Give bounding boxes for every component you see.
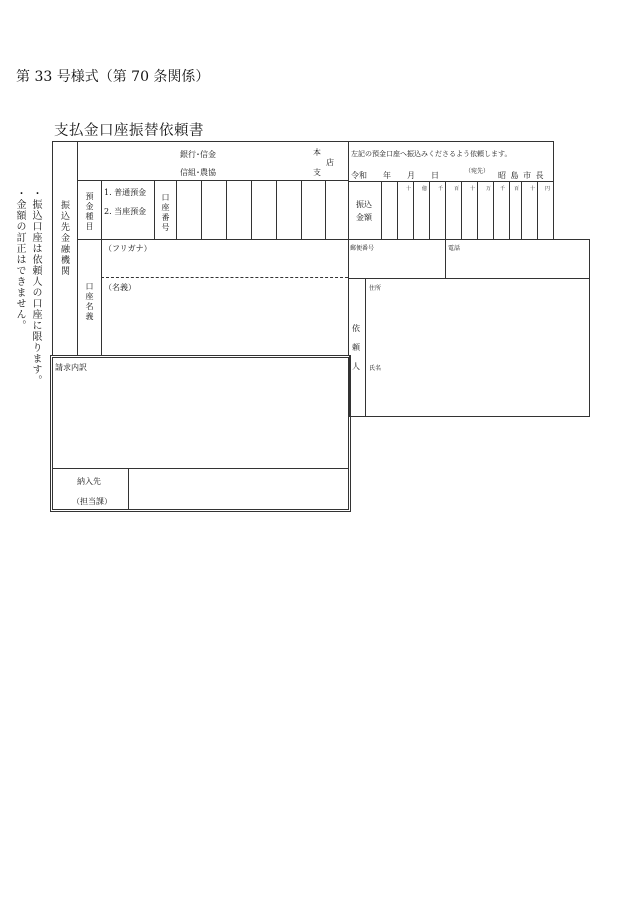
rule xyxy=(77,239,348,240)
rule xyxy=(349,416,590,417)
amount-digit-divider xyxy=(493,181,494,240)
rule xyxy=(154,180,155,239)
amount-unit: 万 xyxy=(486,186,492,192)
amount-digit-divider xyxy=(461,181,462,240)
postal-label: 郵便番号 xyxy=(350,245,375,252)
amount-digit-divider xyxy=(509,181,510,240)
amount-unit: 百 xyxy=(454,186,460,192)
phone-label: 電話 xyxy=(448,245,461,252)
date-month: 月 xyxy=(407,171,415,180)
furigana-label: （フリガナ） xyxy=(104,244,152,253)
rule xyxy=(50,511,350,512)
amount-unit: 百 xyxy=(514,186,520,192)
account-number-label: 口座番号 xyxy=(161,193,170,233)
amount-label-1: 振込 xyxy=(356,200,372,209)
rule xyxy=(348,141,349,356)
bank-types-bottom: 信組･農協 xyxy=(180,168,216,177)
request-text: 左記の預金口座へ振込みくださるよう依頼します。 xyxy=(351,150,512,158)
amount-label-2: 金額 xyxy=(356,213,372,222)
date-era: 令和 xyxy=(351,171,367,180)
deposit-option-ordinary: 1. 普通預金 xyxy=(104,188,147,197)
rule xyxy=(348,181,553,182)
rule xyxy=(348,239,589,240)
account-digit-divider xyxy=(251,180,252,239)
deposit-option-current: 2. 当座預金 xyxy=(104,207,147,216)
rule xyxy=(52,357,53,510)
account-digit-divider xyxy=(226,180,227,239)
rule xyxy=(350,355,351,512)
branch-hon: 本 xyxy=(313,148,321,157)
addressee: 昭 島 市 長 xyxy=(498,171,545,180)
amount-digit-divider xyxy=(445,181,446,240)
rule xyxy=(348,278,589,279)
account-digit-divider xyxy=(276,180,277,239)
rule xyxy=(52,141,348,142)
date-year: 年 xyxy=(383,171,391,180)
addressee-prefix: （宛先） xyxy=(465,168,490,175)
dept-label: （担当課） xyxy=(72,497,112,506)
meigi-label: （名義） xyxy=(104,283,136,292)
amount-digit-divider xyxy=(477,181,478,240)
branch-shi: 支 xyxy=(313,168,321,177)
rule xyxy=(52,468,348,469)
bank-group-label: 振込先金融機関 xyxy=(59,200,69,277)
account-digit-divider xyxy=(201,180,202,239)
rule xyxy=(50,355,51,512)
payee-label: 納入先 xyxy=(77,477,101,486)
rule xyxy=(365,278,366,416)
furigana-divider xyxy=(101,277,348,278)
rule xyxy=(52,357,348,358)
side-note-account: ・振込口座は依頼人の口座に限ります。 xyxy=(30,188,41,386)
amount-unit: 千 xyxy=(500,186,506,192)
deposit-type-label: 預金種目 xyxy=(85,192,94,232)
rule xyxy=(52,509,348,510)
rule xyxy=(348,141,553,142)
amount-digit-divider xyxy=(429,181,430,240)
amount-unit: 億 xyxy=(422,186,428,192)
requester-label: 人 xyxy=(352,362,360,371)
rule xyxy=(176,180,177,239)
amount-digit-divider xyxy=(537,181,538,240)
rule xyxy=(381,181,382,240)
amount-digit-divider xyxy=(397,181,398,240)
account-digit-divider xyxy=(301,180,302,239)
rule xyxy=(348,357,349,510)
address-label: 住所 xyxy=(369,285,382,292)
amount-unit: 十 xyxy=(470,186,476,192)
amount-unit: 十 xyxy=(406,186,412,192)
branch-ten: 店 xyxy=(326,158,334,167)
rule xyxy=(101,180,102,356)
rule xyxy=(589,239,590,416)
requester-label: 依 xyxy=(352,324,360,333)
account-digit-divider xyxy=(325,180,326,239)
rule xyxy=(445,239,446,278)
date-day: 日 xyxy=(431,171,439,180)
rule xyxy=(77,180,348,181)
amount-digit-divider xyxy=(521,181,522,240)
bank-types-top: 銀行･信金 xyxy=(180,150,216,159)
form-number: 第 33 号様式（第 70 条関係） xyxy=(16,69,210,85)
amount-unit: 十 xyxy=(530,186,536,192)
rule xyxy=(553,141,554,240)
account-name-label: 口座名義 xyxy=(85,282,94,322)
rule xyxy=(50,355,350,356)
rule xyxy=(128,468,129,510)
name-label: 氏名 xyxy=(369,365,382,372)
side-notes xyxy=(14,188,41,386)
requester-label: 頼 xyxy=(352,343,360,352)
amount-unit: 円 xyxy=(545,186,551,192)
claim-label: 請求内訳 xyxy=(55,363,87,372)
rule xyxy=(52,141,53,356)
rule xyxy=(77,141,78,356)
amount-unit: 千 xyxy=(438,186,444,192)
amount-digit-divider xyxy=(413,181,414,240)
form-title: 支払金口座振替依頼書 xyxy=(54,123,204,139)
side-note-amount: ・金額の訂正はできません。 xyxy=(14,188,25,331)
